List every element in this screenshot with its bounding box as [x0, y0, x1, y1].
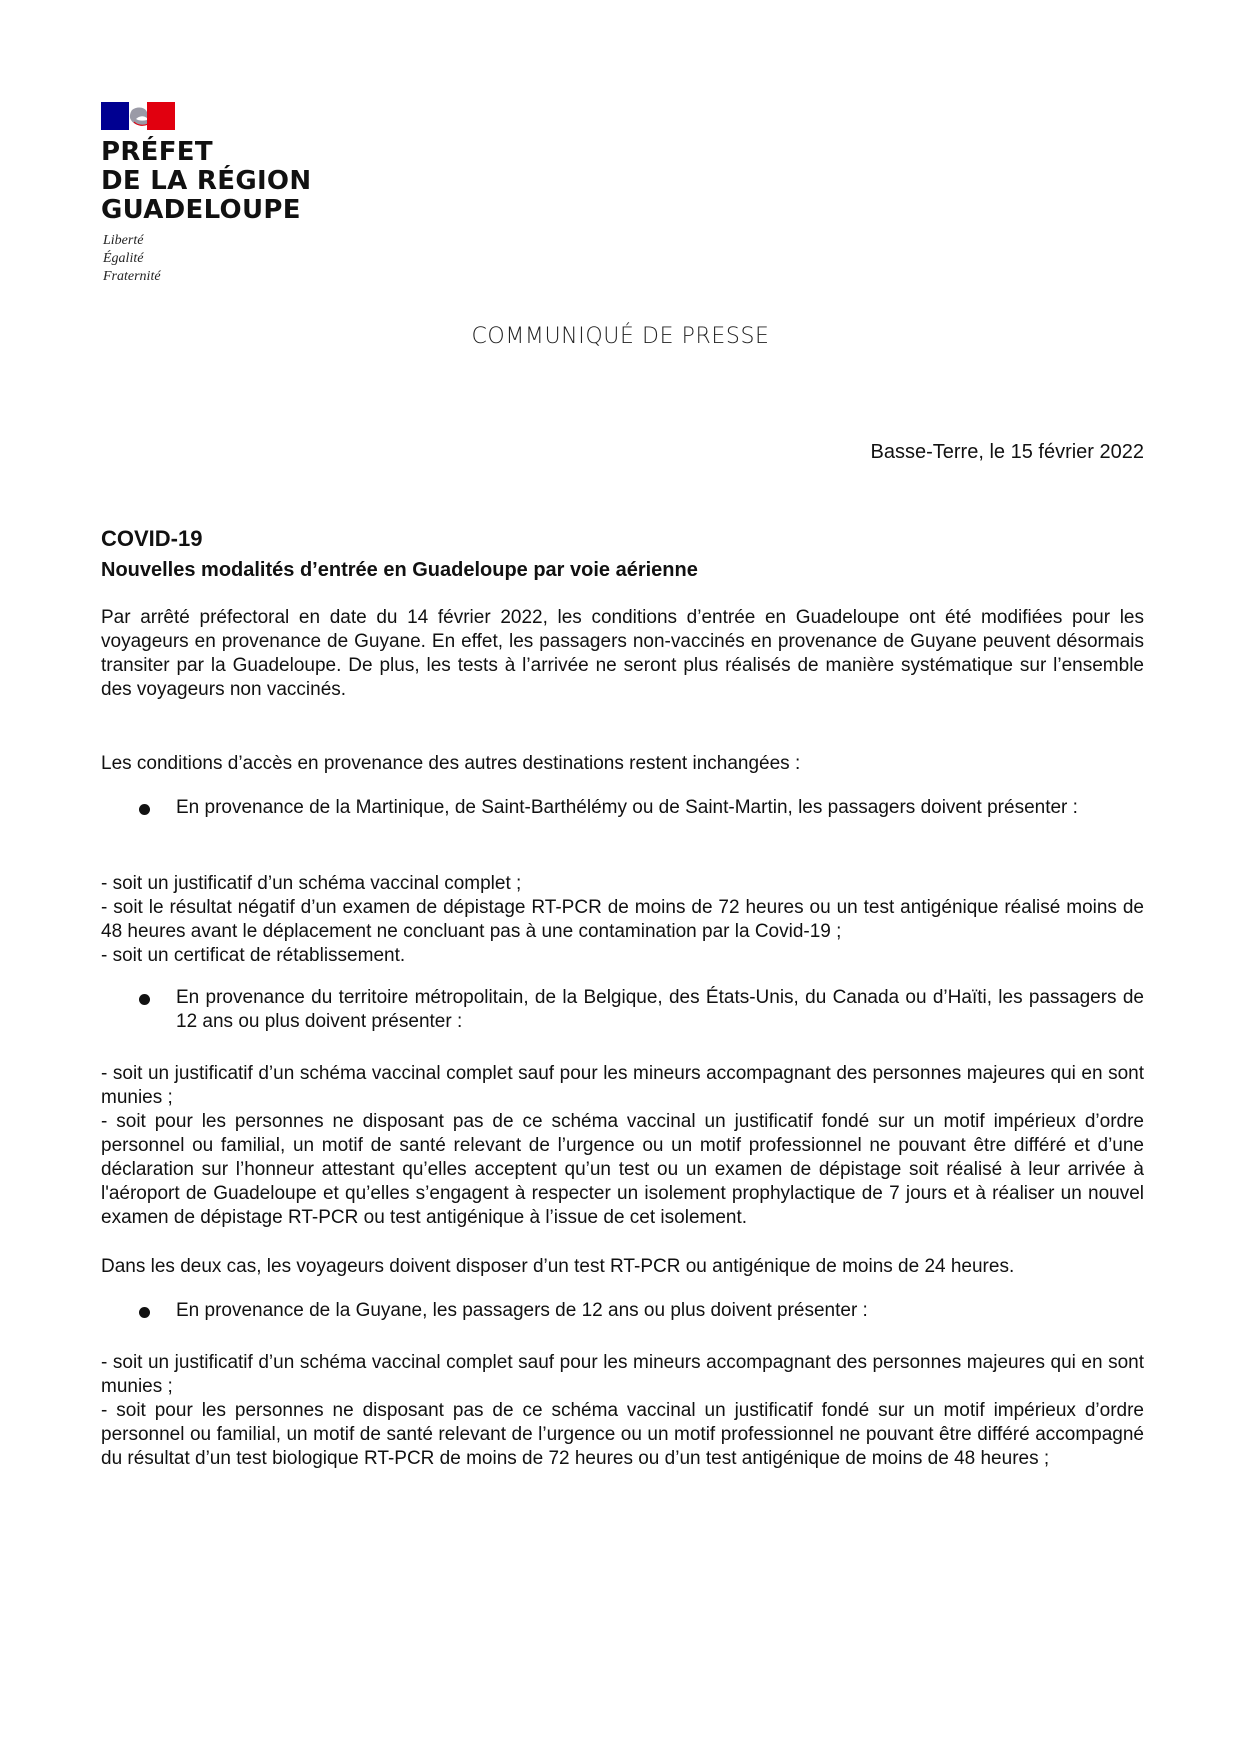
- republic-motto: [103, 232, 161, 286]
- bullet-dot-icon: [139, 804, 150, 815]
- requirements-list-2: [101, 1062, 1144, 1230]
- requirements-list-3: [101, 1351, 1144, 1471]
- bullet-text: En provenance du territoire métropolitain, de la Belgique, des États-Unis, du Canada ou d’Haïti, les passagers de 12 ans ou plus doivent présenter :: [176, 987, 1144, 1032]
- bullet-text: En provenance de la Martinique, de Saint-Barthélémy ou de Saint-Martin, les passagers doivent présenter :: [176, 797, 1078, 818]
- list-item: - soit un justificatif d’un schéma vaccinal complet ;: [101, 873, 522, 894]
- motto-egalite: Égalité: [103, 251, 144, 266]
- prefecture-name: [101, 138, 341, 225]
- bullet-dot-icon: [139, 1307, 150, 1318]
- note-text: Dans les deux cas, les voyageurs doivent disposer d’un test RT-PCR ou antigénique de moins de 24 heures.: [101, 1256, 1015, 1277]
- list-item: - soit pour les personnes ne disposant pas de ce schéma vaccinal un justificatif fondé sur un motif impérieux d’ordre personnel ou familial, un motif de santé relevant de l’urgence ou un motif professionnel ne pouvant être différé accompagné du résultat d’un test biologique RT-PCR de moins de 72 heures ou d’un test antigénique de moins de 48 heures ;: [101, 1400, 1144, 1469]
- prefecture-line-1: PRÉFET: [101, 137, 213, 167]
- intro-text: Par arrêté préfectoral en date du 14 février 2022, les conditions d’entrée en Guadeloupe ont été modifiées pour les voyageurs en provenance de Guyane. En effet, les passagers non-vaccinés en provenance de Guyane peuvent désormais transiter par la Guadeloupe. De plus, les tests à l’arrivée ne seront plus réalisés de manière systématique sur l’ensemble des voyageurs non vaccinés.: [101, 607, 1144, 700]
- list-item: - soit un justificatif d’un schéma vaccinal complet sauf pour les mineurs accompagnant des personnes majeures qui en sont munies ;: [101, 1352, 1144, 1397]
- motto-liberte: Liberté: [103, 233, 144, 248]
- list-item: - soit le résultat négatif d’un examen de dépistage RT-PCR de moins de 72 heures ou un test antigénique réalisé moins de 48 heures avant le déplacement ne concluant pas à une contamination par la Covid-19 ;: [101, 897, 1144, 942]
- list-item: - soit pour les personnes ne disposant pas de ce schéma vaccinal un justificatif fondé sur un motif impérieux d’ordre personnel ou familial, un motif de santé relevant de l’urgence ou un motif professionnel ne pouvant être différé et d’une déclaration sur l’honneur attestant qu’elles acceptent qu’un test ou un examen de dépistage soit réalisé à leur arrivée à l'aéroport de Guadeloupe et qu’elles s’engagent à respecter un isolement prophylactique de 7 jours et à réaliser un nouvel examen de dépistage RT-PCR ou test antigénique à l’issue de cet isolement.: [101, 1111, 1144, 1228]
- list-item: - soit un justificatif d’un schéma vaccinal complet sauf pour les mineurs accompagnant des personnes majeures qui en sont munies ;: [101, 1063, 1144, 1108]
- subheading: Nouvelles modalités d’entrée en Guadeloupe par voie aérienne: [101, 559, 698, 581]
- bullet-section-2: [101, 986, 1144, 1034]
- conditions-intro: [101, 752, 1144, 776]
- motto-fraternite: Fraternité: [103, 269, 161, 284]
- both-cases-note: [101, 1255, 1144, 1279]
- bullet-section-1: [101, 796, 1144, 820]
- list-item: - soit un certificat de rétablissement.: [101, 945, 406, 966]
- bullet-section-3: [101, 1299, 1144, 1323]
- document-type-title: COMMUNIQUÉ DE PRESSE: [471, 324, 770, 349]
- requirements-list-1: [101, 872, 1144, 968]
- intro-paragraph: [101, 606, 1144, 702]
- bullet-text: En provenance de la Guyane, les passagers de 12 ans ou plus doivent présenter :: [176, 1300, 868, 1321]
- marianne-flag-icon: [101, 102, 175, 130]
- conditions-intro-text: Les conditions d’accès en provenance des autres destinations restent inchangées :: [101, 753, 801, 774]
- prefecture-line-3: GUADELOUPE: [101, 195, 301, 225]
- main-heading: COVID-19: [101, 526, 203, 551]
- bullet-dot-icon: [139, 994, 150, 1005]
- dateline: Basse-Terre, le 15 février 2022: [870, 441, 1144, 463]
- prefecture-line-2: DE LA RÉGION: [101, 166, 312, 196]
